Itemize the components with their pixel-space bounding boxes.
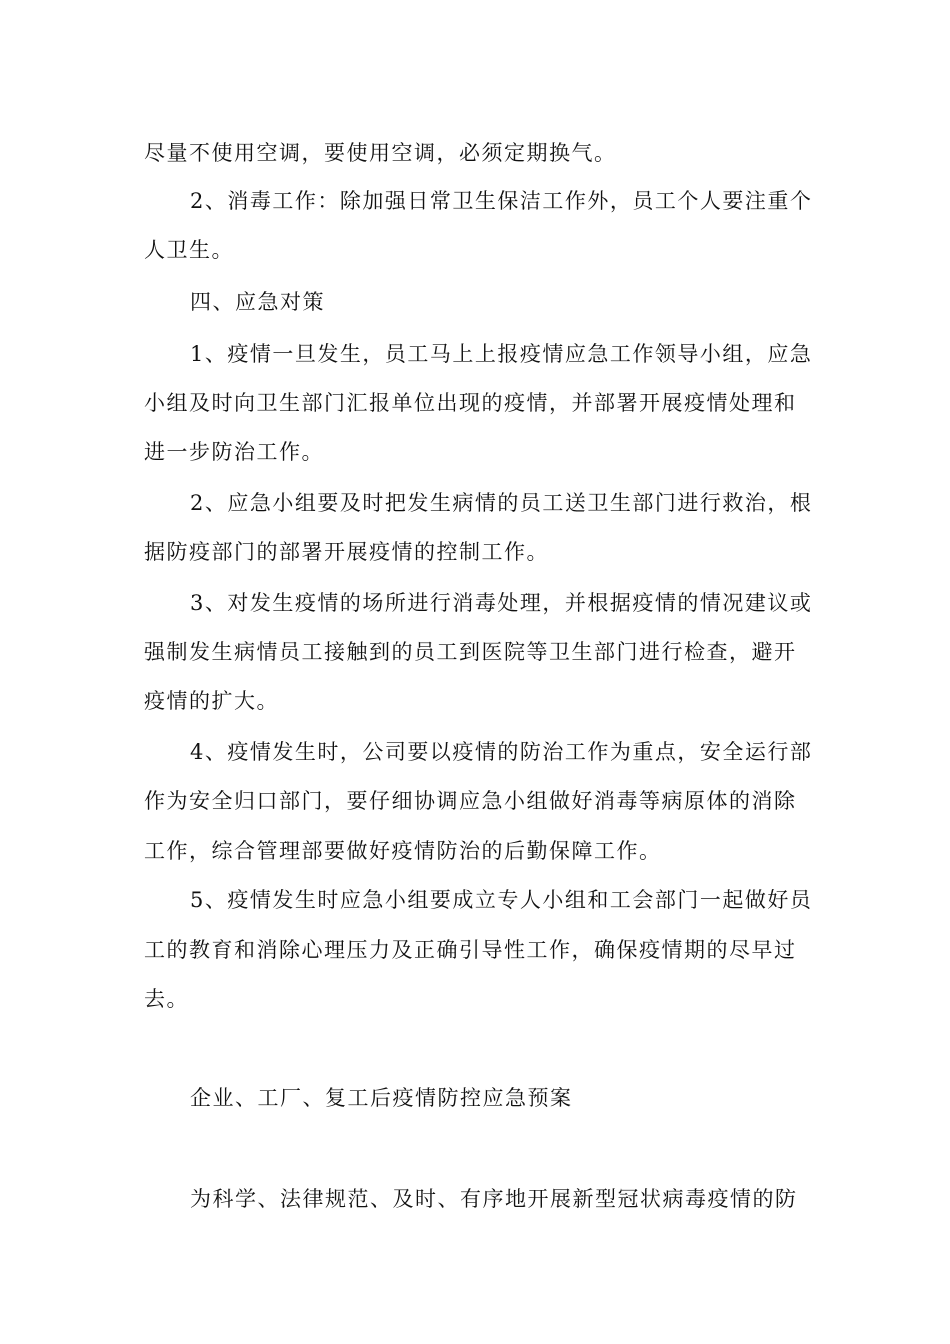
text-line-17: 工的教育和消除心理压力及正确引导性工作，确保疫情期的尽早过 [144, 938, 797, 962]
text-line-15: 工作，综合管理部要做好疫情防治的后勤保障工作。 [144, 839, 662, 863]
text-line-12: 疫情的扩大。 [144, 689, 279, 713]
text-line-7: 进一步防治工作。 [144, 440, 324, 464]
document-title: 企业、工厂、复工后疫情防控应急预案 [190, 1086, 573, 1110]
text-line-8: 2、应急小组要及时把发生病情的员工送卫生部门进行救治，根 [190, 491, 813, 515]
text-line-3: 人卫生。 [144, 238, 234, 262]
text-line-1: 尽量不使用空调，要使用空调，必须定期换气。 [144, 141, 617, 165]
text-line-20: 为科学、法律规范、及时、有序地开展新型冠状病毒疫情的防 [190, 1187, 798, 1211]
text-line-10: 3、对发生疫情的场所进行消毒处理，并根据疫情的情况建议或 [190, 591, 813, 615]
section-heading-emergency: 四、应急对策 [190, 290, 325, 314]
text-line-11: 强制发生病情员工接触到的员工到医院等卫生部门进行检查，避开 [144, 640, 797, 664]
text-line-6: 小组及时向卫生部门汇报单位出现的疫情，并部署开展疫情处理和 [144, 391, 797, 415]
text-line-16: 5、疫情发生时应急小组要成立专人小组和工会部门一起做好员 [190, 888, 813, 912]
text-line-18: 去。 [144, 987, 189, 1011]
text-line-14: 作为安全归口部门，要仔细协调应急小组做好消毒等病原体的消除 [144, 789, 797, 813]
text-line-9: 据防疫部门的部署开展疫情的控制工作。 [144, 540, 549, 564]
text-line-13: 4、疫情发生时，公司要以疫情的防治工作为重点，安全运行部 [190, 740, 813, 764]
text-line-2: 2、消毒工作：除加强日常卫生保洁工作外，员工个人要注重个 [190, 189, 813, 213]
text-line-5: 1、疫情一旦发生，员工马上上报疫情应急工作领导小组，应急 [190, 342, 813, 366]
